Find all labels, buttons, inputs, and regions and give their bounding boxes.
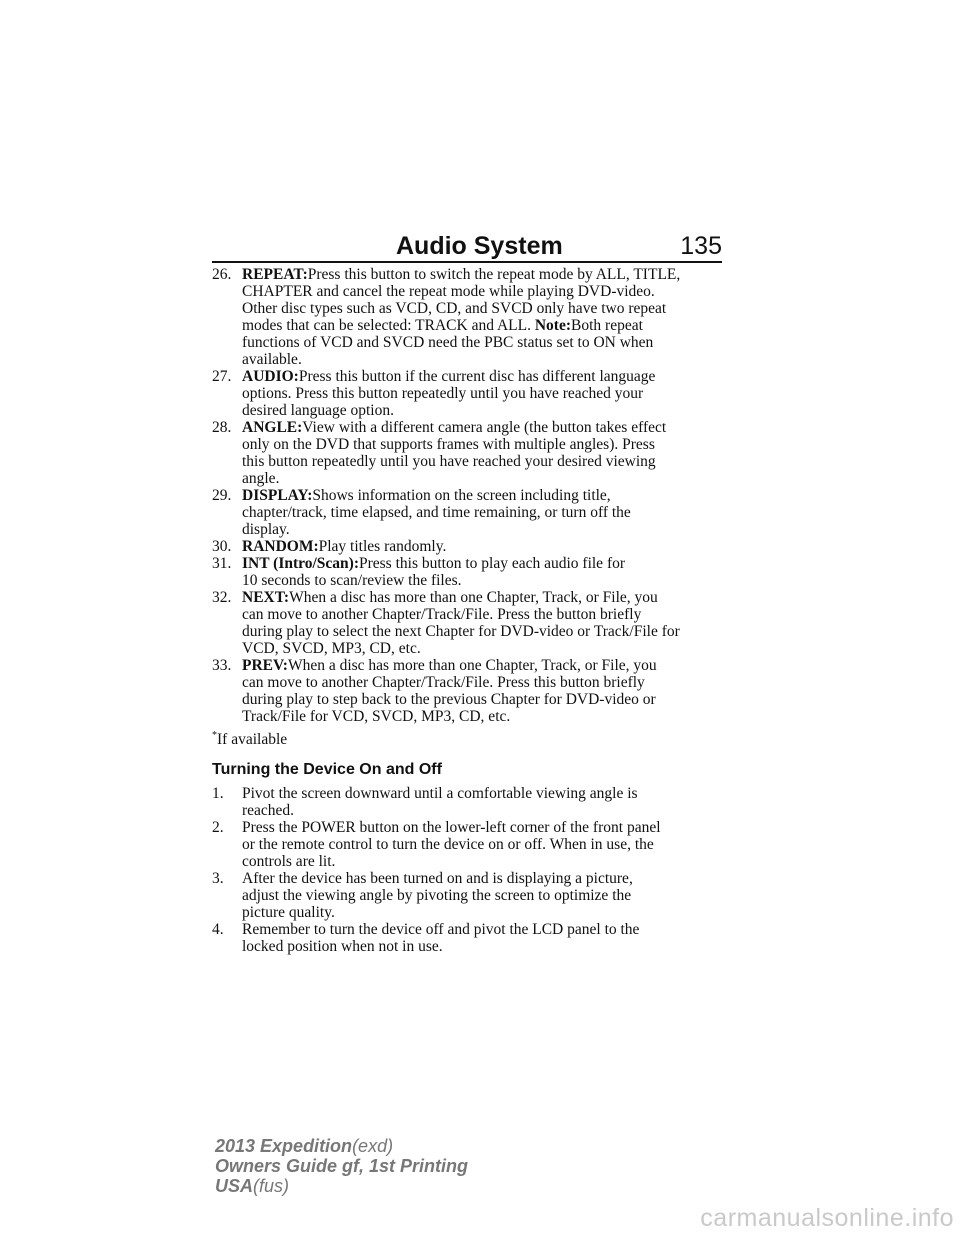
- item-text-line: available.: [242, 351, 302, 368]
- step-text-line: locked position when not in use.: [242, 938, 443, 955]
- list-item-repeat: [212, 266, 727, 368]
- step-text-line: After the device has been turned on and is displaying a picture,: [242, 870, 633, 887]
- list-item-random: [212, 538, 727, 555]
- step-text-line: Pivot the screen downward until a comfortable viewing angle is: [242, 785, 638, 802]
- step-number: 4.: [212, 921, 224, 938]
- step-item: [212, 819, 727, 870]
- footnote-text: If available: [217, 731, 288, 748]
- item-text-line: display.: [242, 521, 290, 538]
- item-text-line: Track/File for VCD, SVCD, MP3, CD, etc.: [242, 708, 511, 725]
- step-text-line: Press the POWER button on the lower-left corner of the front panel: [242, 819, 661, 836]
- header-rule: [212, 261, 722, 263]
- footer-guide: Owners Guide gf, 1st Printing: [215, 1156, 469, 1176]
- item-text-line: during play to select the next Chapter for DVD-video or Track/File for: [242, 623, 680, 640]
- item-text-line: options. Press this button repeatedly until you have reached your: [242, 385, 644, 402]
- item-number: 28.: [212, 419, 232, 436]
- site-watermark: carmanualsonline.info: [700, 1204, 954, 1232]
- footer-model: 2013 Expedition: [215, 1136, 353, 1156]
- step-item: [212, 921, 727, 955]
- list-item-display: [212, 487, 727, 538]
- page-title: Audio System: [396, 232, 563, 260]
- footer-model-code: (exd): [352, 1136, 394, 1156]
- page-header: [212, 230, 722, 262]
- item-text-line: When a disc has more than one Chapter, Track, or File, you: [289, 589, 658, 606]
- item-text-line: Play titles randomly.: [318, 538, 447, 555]
- item-text-line: Both repeat: [571, 317, 643, 334]
- section-heading: Turning the Device On and Off: [212, 761, 442, 778]
- list-item-angle: [212, 419, 727, 487]
- item-term: DISPLAY:: [242, 487, 313, 504]
- item-text-line: this button repeatedly until you have reached your desired viewing: [242, 453, 656, 470]
- item-text-line: VCD, SVCD, MP3, CD, etc.: [242, 640, 421, 657]
- item-text-line: Press this button to switch the repeat mode by ALL, TITLE,: [307, 266, 681, 283]
- note-label: Note:: [534, 317, 572, 334]
- step-text-line: reached.: [242, 802, 295, 819]
- footer-market-code: (fus): [253, 1176, 290, 1196]
- step-text-line: or the remote control to turn the device on or off. When in use, the: [242, 836, 654, 853]
- item-text-line: modes that can be selected: TRACK and ALL.: [242, 317, 531, 334]
- list-item-next: [212, 589, 727, 657]
- step-text-line: picture quality.: [242, 904, 335, 921]
- item-term: NEXT:: [242, 589, 290, 606]
- item-text-line: Press this button if the current disc has different language: [298, 368, 656, 385]
- footnote: [212, 731, 727, 748]
- step-text-line: controls are lit.: [242, 853, 336, 870]
- step-item: [212, 870, 727, 921]
- step-number: 1.: [212, 785, 224, 802]
- item-text-line: chapter/track, time elapsed, and time remaining, or turn off the: [242, 504, 631, 521]
- item-text-line: View with a different camera angle (the button takes effect: [302, 419, 667, 436]
- document-footer: [215, 1136, 468, 1196]
- item-text-line: When a disc has more than one Chapter, Track, or File, you: [287, 657, 657, 674]
- step-text-line: adjust the viewing angle by pivoting the screen to optimize the: [242, 887, 632, 904]
- footnote-mark: *: [212, 730, 217, 741]
- footer-market: USA: [215, 1176, 254, 1196]
- item-text-line: during play to step back to the previous Chapter for DVD-video or: [242, 691, 656, 708]
- item-text-line: only on the DVD that supports frames with multiple angles). Press: [242, 436, 655, 453]
- item-text-line: functions of VCD and SVCD need the PBC status set to ON when: [242, 334, 654, 351]
- item-number: 31.: [212, 555, 232, 572]
- step-item: [212, 785, 727, 819]
- item-term: RANDOM:: [242, 538, 319, 555]
- step-text-line: Remember to turn the device off and pivot the LCD panel to the: [242, 921, 640, 938]
- item-number: 32.: [212, 589, 232, 606]
- page-content: [212, 266, 727, 955]
- step-number: 3.: [212, 870, 224, 887]
- item-text-line: angle.: [242, 470, 280, 487]
- item-term: PREV:: [242, 657, 288, 674]
- footer-line-model: [215, 1136, 468, 1156]
- item-term: REPEAT:: [242, 266, 308, 283]
- list-item-prev: [212, 657, 727, 725]
- item-text-line: 10 seconds to scan/review the files.: [242, 572, 462, 589]
- item-text-line: CHAPTER and cancel the repeat mode while playing DVD-video.: [242, 283, 655, 300]
- item-text-line: can move to another Chapter/Track/File. Press the button briefly: [242, 606, 642, 623]
- item-text-line: Other disc types such as VCD, CD, and SVCD only have two repeat: [242, 300, 667, 317]
- page-number: 135: [680, 232, 722, 260]
- footer-line-market: [215, 1176, 468, 1196]
- item-text-line: can move to another Chapter/Track/File. Press this button briefly: [242, 674, 645, 691]
- list-item-intro-scan: [212, 555, 727, 589]
- item-term: ANGLE:: [242, 419, 303, 436]
- item-number: 33.: [212, 657, 232, 674]
- item-number: 30.: [212, 538, 232, 555]
- item-number: 29.: [212, 487, 232, 504]
- item-term: AUDIO:: [242, 368, 299, 385]
- list-item-audio: [212, 368, 727, 419]
- item-number: 26.: [212, 266, 232, 283]
- footer-line-guide: [215, 1156, 468, 1176]
- item-term: INT (Intro/Scan):: [242, 555, 359, 572]
- item-text-line: Press this button to play each audio file for: [358, 555, 626, 572]
- item-number: 27.: [212, 368, 232, 385]
- step-number: 2.: [212, 819, 224, 836]
- item-text-line: Shows information on the screen including title,: [312, 487, 611, 504]
- item-text-line: desired language option.: [242, 402, 394, 419]
